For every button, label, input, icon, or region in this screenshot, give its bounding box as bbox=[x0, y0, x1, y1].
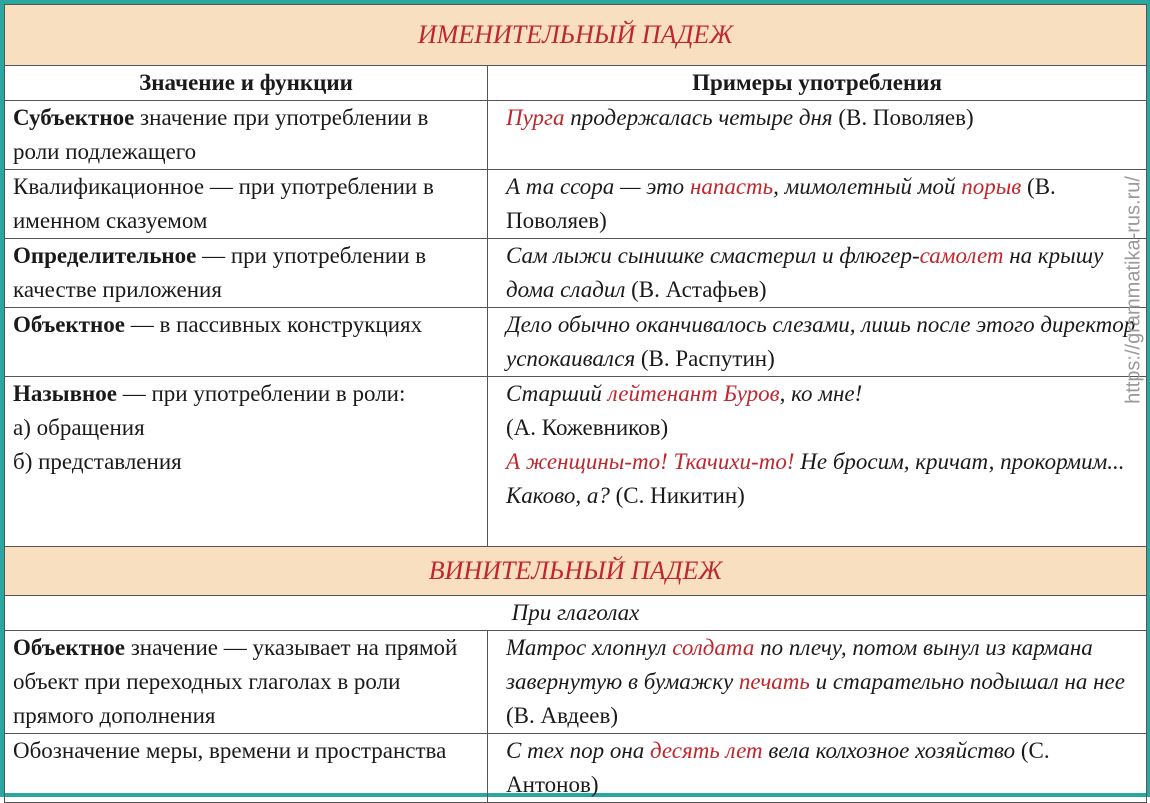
meaning-item-b: б) представления bbox=[13, 449, 182, 474]
example-source: (В. Поволяев) bbox=[506, 174, 1056, 233]
highlight-word: напасть bbox=[689, 174, 774, 199]
highlight-word: десять лет bbox=[649, 738, 763, 763]
meaning-cell bbox=[5, 734, 488, 803]
table-row bbox=[5, 170, 1147, 239]
example-text: вела колхозное хозяйство bbox=[762, 738, 1021, 763]
meaning-cell bbox=[5, 101, 488, 170]
meaning-term: Определительное bbox=[13, 243, 197, 268]
meaning-cell bbox=[5, 170, 488, 239]
example-cell bbox=[488, 239, 1147, 308]
meaning-cell bbox=[5, 631, 488, 734]
example-text: Сам лыжи сынишке смастерил и флюгер- bbox=[506, 243, 920, 268]
nominative-header-row bbox=[5, 5, 1147, 66]
example-text: на крышу дома сладил bbox=[506, 243, 1104, 302]
accusative-title: ВИНИТЕЛЬНЫЙ ПАДЕЖ bbox=[5, 547, 1147, 596]
meaning-text: значение — указывает на прямой объект при переходных глаголах в роли прямого дополнения bbox=[13, 635, 458, 728]
subheader-row bbox=[5, 596, 1147, 631]
column-header-examples: Примеры употребления bbox=[488, 66, 1147, 101]
example-text: , мимолетный мой bbox=[773, 174, 962, 199]
table-row bbox=[5, 308, 1147, 377]
case-table bbox=[4, 4, 1147, 803]
meaning-term: Объектное bbox=[13, 635, 125, 660]
example-cell bbox=[488, 734, 1147, 803]
meaning-term: Объектное bbox=[13, 312, 125, 337]
example-source: (А. Кожевников) bbox=[506, 415, 669, 440]
example-text: А та ссора — это bbox=[506, 174, 690, 199]
meaning-text: — в пассивных конструкциях bbox=[124, 312, 423, 337]
watermark bbox=[1112, 150, 1150, 430]
example-text: Не бросим, кричат, прокормим... Каково, а? bbox=[506, 449, 1125, 508]
accusative-header-row bbox=[5, 547, 1147, 596]
meaning-text: Обозначение меры, времени и пространства bbox=[13, 738, 447, 763]
highlight-word: Пурга bbox=[506, 105, 565, 130]
example-text: , ко мне! bbox=[779, 381, 863, 406]
example-text: С тех пор она bbox=[506, 738, 650, 763]
example-source: (В. Авдеев) bbox=[506, 703, 619, 728]
table-row bbox=[5, 101, 1147, 170]
highlight-word: порыв bbox=[961, 174, 1022, 199]
highlight-word: печать bbox=[738, 669, 810, 694]
meaning-term: Субъектное bbox=[13, 105, 135, 130]
meaning-item-a: а) обращения bbox=[13, 415, 145, 440]
column-header-meaning: Значение и функции bbox=[5, 66, 488, 101]
example-text: Старший bbox=[506, 381, 608, 406]
meaning-cell bbox=[5, 308, 488, 377]
table-row bbox=[5, 734, 1147, 803]
highlight-word: лейтенант Буров bbox=[607, 381, 780, 406]
table-row bbox=[5, 239, 1147, 308]
meaning-text: — при употреблении в качестве приложения bbox=[13, 243, 427, 302]
example-text: Матрос хлопнул bbox=[506, 635, 673, 660]
highlight-word: самолет bbox=[919, 243, 1004, 268]
meaning-text: Квалификационное — при употреблении в именном сказуемом bbox=[13, 174, 434, 233]
example-cell bbox=[488, 101, 1147, 170]
meaning-text: — при употреблении в роли: bbox=[116, 381, 406, 406]
example-cell bbox=[488, 377, 1147, 547]
subheader-with-verbs: При глаголах bbox=[5, 596, 1147, 631]
example-cell bbox=[488, 170, 1147, 239]
example-source: (С. Антонов) bbox=[506, 738, 1050, 797]
example-source: (В. Астафьев) bbox=[631, 277, 767, 302]
example-text: продержалась четыре дня bbox=[564, 105, 839, 130]
example-source: (С. Никитин) bbox=[615, 483, 745, 508]
example-text: по плечу, потом вынул из кармана завернутую в бумажку bbox=[506, 635, 1093, 694]
nominative-title: ИМЕНИТЕЛЬНЫЙ ПАДЕЖ bbox=[5, 5, 1147, 66]
meaning-term: Назывное bbox=[13, 381, 117, 406]
table-row bbox=[5, 631, 1147, 734]
meaning-text: значение при употреблении в роли подлежащего bbox=[13, 105, 429, 164]
watermark-text: https://grammatika-rus.ru/ bbox=[1122, 176, 1145, 404]
column-header-row bbox=[5, 66, 1147, 101]
meaning-cell bbox=[5, 239, 488, 308]
table-row bbox=[5, 377, 1147, 547]
example-source: (В. Поволяев) bbox=[838, 105, 974, 130]
example-text: Дело обычно оканчивалось слезами, лишь после этого директор успокаивался bbox=[506, 312, 1136, 371]
example-text: и старательно подышал на нее bbox=[809, 669, 1125, 694]
example-source: (В. Распутин) bbox=[640, 346, 775, 371]
example-cell bbox=[488, 631, 1147, 734]
meaning-cell bbox=[5, 377, 488, 547]
example-cell bbox=[488, 308, 1147, 377]
highlight-word: А женщины-то! Ткачихи-то! bbox=[506, 449, 795, 474]
highlight-word: солдата bbox=[672, 635, 755, 660]
